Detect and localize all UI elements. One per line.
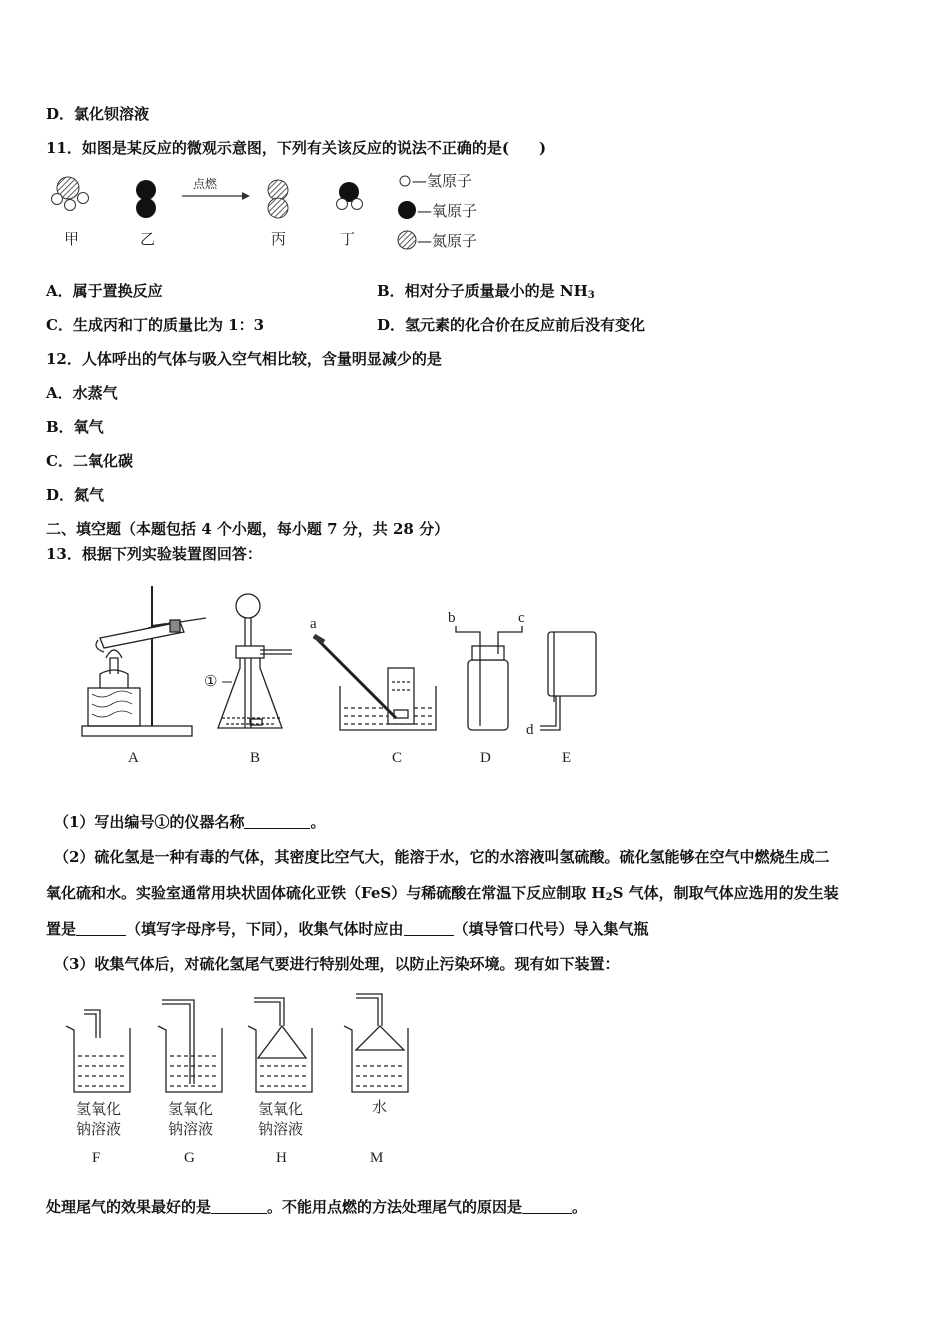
blank-4[interactable] <box>211 1199 267 1214</box>
q12-option-c: C．二氧化碳 <box>46 452 133 470</box>
q13-stem: 13．根据下列实验装置图回答： <box>46 545 262 563</box>
apparatus-e <box>540 632 596 730</box>
q13-part2-line2: 氧化硫和水。实验室通常用块状固体硫化亚铁（FeS）与稀硫酸在常温下反应制取 $H_2S$ 气体，制取气体应选用的发生装 <box>46 884 839 903</box>
label-b: B <box>250 750 261 766</box>
molecule-jia <box>52 177 89 211</box>
apparatus-c <box>314 636 436 730</box>
molecule-yi <box>136 180 156 218</box>
section-heading: 二、填空题（本题包括 4 个小题，每小题 7 分，共 28 分） <box>46 520 450 538</box>
molecule-bing <box>268 180 288 218</box>
marker-1: ① <box>204 674 218 690</box>
liquid-h-line1: 氢氧化 <box>258 1100 304 1118</box>
liquid-g-line2: 钠溶液 <box>168 1120 214 1138</box>
label-ding: 丁 <box>340 230 356 248</box>
molecule-ding <box>337 182 363 210</box>
liquid-f-line2: 钠溶液 <box>76 1120 122 1138</box>
label-a: A <box>128 750 139 766</box>
absorber-m <box>344 994 408 1092</box>
q13-part1: （1）写出编号①的仪器名称 。 <box>54 813 326 831</box>
q13-part3: （3）收集气体后，对硫化氢尾气要进行特别处理，以防止污染环境。现有如下装置： <box>54 955 620 973</box>
legend-hydrogen: —氢原子 <box>412 172 473 190</box>
q11-option-c: C．生成丙和丁的质量比为 1：3 <box>46 316 265 334</box>
label-c: C <box>392 750 403 766</box>
label-jia: 甲 <box>64 230 80 248</box>
liquid-f-line1: 氢氧化 <box>76 1100 122 1118</box>
label-g: G <box>184 1150 195 1166</box>
liquid-m: 水 <box>372 1098 388 1116</box>
q11-option-d: D．氢元素的化合价在反应前后没有变化 <box>377 316 646 334</box>
apparatus-figure <box>70 578 610 773</box>
reaction-micro-diagram <box>46 168 506 256</box>
absorber-g <box>158 1000 222 1092</box>
absorber-h <box>248 998 312 1092</box>
apparatus-b <box>218 594 292 728</box>
legend <box>398 172 477 250</box>
q13-part2-line1: （2）硫化氢是一种有毒的气体，其密度比空气大，能溶于水，它的水溶液叫氢硫酸。硫化氢能够在空气中燃烧生成二 <box>54 848 830 866</box>
label-e: E <box>562 750 572 766</box>
q12-stem: 12．人体呼出的气体与吸入空气相比较，含量明显减少的是 <box>46 350 442 368</box>
tube-label-c: c <box>518 610 525 626</box>
label-yi: 乙 <box>140 230 156 248</box>
q13-final-line: 处理尾气的效果最好的是 。不能用点燃的方法处理尾气的原因是 。 <box>46 1198 588 1216</box>
liquid-g-line1: 氢氧化 <box>168 1100 214 1118</box>
label-f: F <box>92 1150 101 1166</box>
arrow-condition-text: 点燃 <box>193 177 218 191</box>
reaction-arrow <box>182 176 250 200</box>
legend-nitrogen: —氮原子 <box>417 232 478 250</box>
blank-3[interactable] <box>404 921 454 936</box>
q11-option-a: A．属于置换反应 <box>46 282 163 300</box>
absorber-f <box>66 1010 130 1092</box>
tube-label-a: a <box>310 616 317 632</box>
q11-option-b: B．相对分子质量最小的是 $NH_3$ <box>377 282 595 301</box>
tube-label-b: b <box>448 610 456 626</box>
absorber-figure <box>58 990 438 1170</box>
label-m: M <box>370 1150 384 1166</box>
q12-option-d: D．氮气 <box>46 486 105 504</box>
apparatus-d <box>456 626 522 730</box>
blank-5[interactable] <box>522 1199 572 1214</box>
liquid-h-line2: 钠溶液 <box>258 1120 304 1138</box>
blank-1[interactable] <box>244 814 310 829</box>
q12-option-b: B．氧气 <box>46 418 104 436</box>
blank-2[interactable] <box>76 921 126 936</box>
q11-stem: 11．如图是某反应的微观示意图，下列有关该反应的说法不正确的是( ) <box>46 139 547 157</box>
tube-label-d: d <box>526 722 534 738</box>
legend-oxygen: —氧原子 <box>417 202 478 220</box>
q12-option-a: A．水蒸气 <box>46 384 118 402</box>
label-h: H <box>276 1150 287 1166</box>
q10-option-d: D．氯化钡溶液 <box>46 105 150 123</box>
label-d: D <box>480 750 491 766</box>
q13-part2-line3: 置是 （填写字母序号，下同），收集气体时应由 （填导管口代号）导入集气瓶 <box>46 920 649 938</box>
label-bing: 丙 <box>271 230 287 248</box>
apparatus-a <box>82 586 206 736</box>
